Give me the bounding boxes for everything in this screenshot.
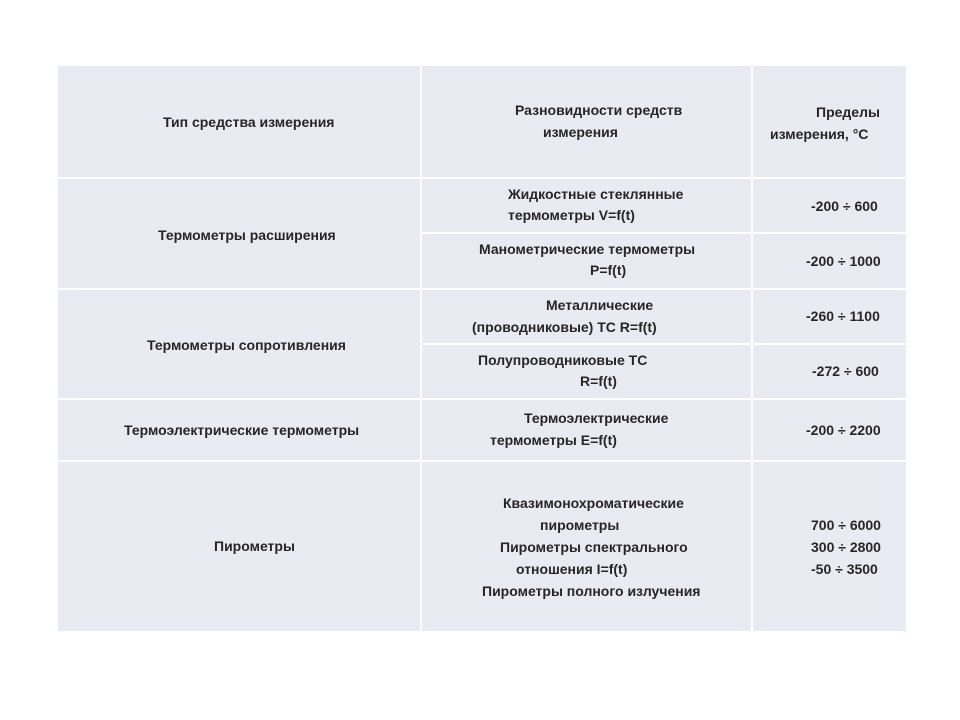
limit-value: -272 ÷ 600: [812, 363, 879, 379]
variety-line: отношения I=f(t): [516, 561, 628, 577]
variety-line2: P=f(t): [590, 262, 627, 278]
limit-value: 300 ÷ 2800: [811, 539, 881, 555]
variety-semiconductor: [422, 345, 751, 398]
limit-value: -200 ÷ 600: [811, 198, 878, 214]
variety-line2: (проводниковые) ТС R=f(t): [472, 319, 657, 335]
limit-value: 700 ÷ 6000: [811, 517, 881, 533]
limit-semiconductor: [753, 345, 906, 398]
row-type-thermoelectric: [58, 400, 420, 460]
variety-line: Пирометры спектрального: [500, 539, 688, 555]
variety-line1: Термоэлектрические: [524, 410, 669, 426]
variety-line: Пирометры полного излучения: [482, 583, 701, 599]
type-label: Термоэлектрические термометры: [124, 422, 360, 438]
variety-line1: Полупроводниковые ТС: [478, 352, 648, 368]
variety-thermoelectric: [422, 400, 751, 460]
limit-value: -50 ÷ 3500: [811, 561, 878, 577]
variety-line: Квазимонохроматические: [503, 495, 684, 511]
limit-value: -200 ÷ 1000: [806, 253, 881, 269]
header-varieties: [422, 66, 751, 177]
type-label: Термометры расширения: [158, 227, 336, 243]
variety-line: пирометры: [540, 517, 620, 533]
header-varieties-line1: Разновидности средств: [515, 102, 683, 118]
variety-liquid-glass: [422, 179, 751, 232]
header-varieties-line2: измерения: [543, 124, 618, 140]
variety-line2: термометры E=f(t): [490, 432, 617, 448]
row-type-pyrometers: [58, 462, 420, 631]
variety-metallic: [422, 290, 751, 343]
header-type: [58, 66, 420, 177]
row-type-resistance: [58, 290, 420, 398]
limit-value: -200 ÷ 2200: [806, 422, 881, 438]
instruments-table: [58, 66, 906, 631]
limit-value: -260 ÷ 1100: [806, 308, 880, 324]
variety-manometric: [422, 234, 751, 288]
variety-line1: Металлические: [546, 297, 654, 313]
variety-line1: Жидкостные стеклянные: [508, 186, 684, 202]
limit-metallic: [753, 290, 906, 343]
header-limits-line1: Пределы: [816, 104, 880, 120]
limit-liquid-glass: [753, 179, 906, 232]
variety-pyrometers: [422, 462, 751, 631]
variety-line2: R=f(t): [580, 373, 617, 389]
header-limits-line2: измерения, °С: [770, 126, 869, 142]
variety-line1: Манометрические термометры: [479, 241, 696, 257]
variety-line2: термометры V=f(t): [508, 207, 635, 223]
limit-manometric: [753, 234, 906, 288]
type-label: Термометры сопротивления: [147, 337, 346, 353]
limit-thermoelectric: [753, 400, 906, 460]
limit-pyrometers: [753, 462, 906, 631]
type-label: Пирометры: [214, 538, 295, 554]
header-limits: [753, 66, 906, 177]
row-type-expansion: [58, 179, 420, 288]
header-type-label: Тип средства измерения: [163, 114, 335, 130]
